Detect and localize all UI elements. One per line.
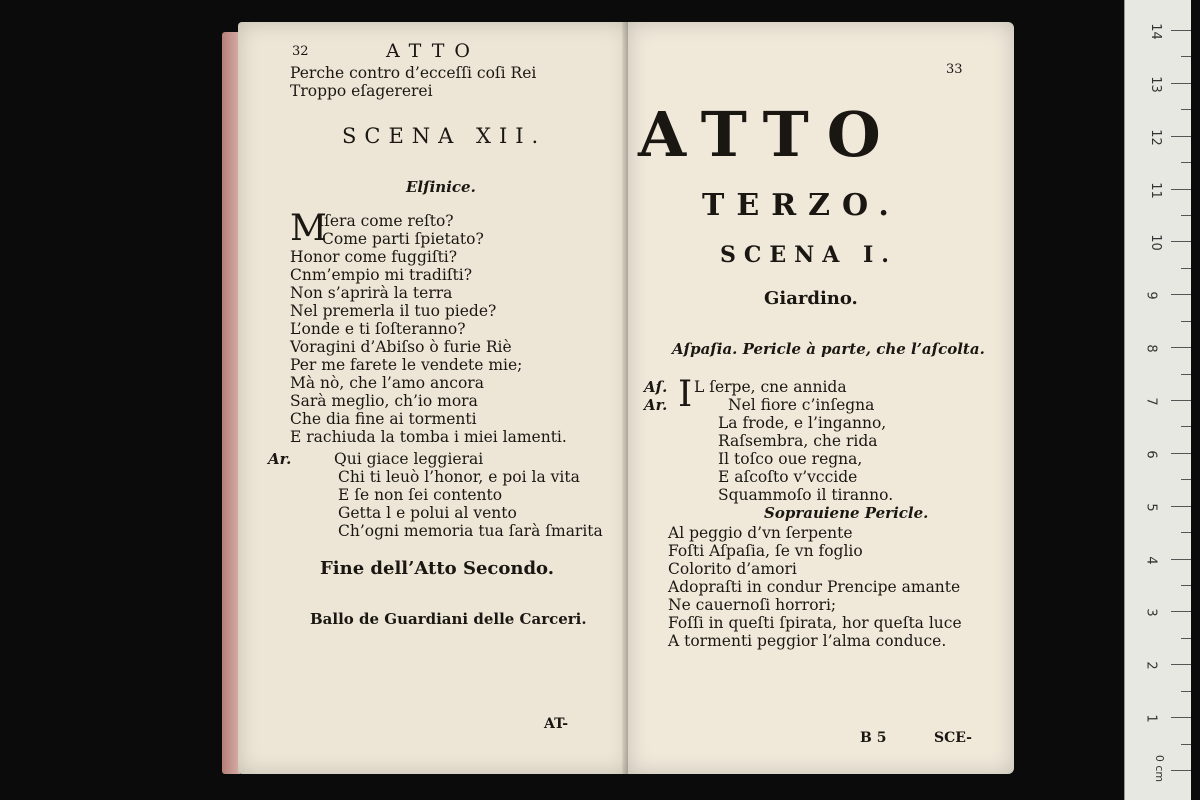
page-number-right: 33 [946,62,963,77]
ruler-tick [1171,83,1191,84]
ruler-number: 2 [1143,661,1159,670]
ruler-tick [1171,770,1191,771]
verse-line: Iſera come reſto? [318,212,454,230]
catchword: SCE- [934,730,972,746]
carryover-line-1: Perche contro d’ecceſſi coſi Rei [290,64,537,82]
ruler-number: 10 [1147,234,1163,252]
verse-line-indented: E ſe non ſei contento [338,486,503,504]
right-page [628,22,1014,774]
act-end-line: Fine dell’Atto Secondo. [320,558,554,579]
verse-line-indented: Getta l e polui al vento [338,504,517,522]
scene-heading: SCENA XII. [342,124,547,148]
verse-line-indented: Ch’ogni memoria tua ſarà ſmarita [338,522,603,540]
ruler-tick [1181,268,1191,269]
speaker-abbrev: Aſ. [644,378,668,396]
verse-line: Squammoſo il tiranno. [718,486,894,504]
ruler-tick [1181,215,1191,216]
speaker-name: Elſinice. [406,178,476,196]
speaker-abbrev: Ar. [644,396,668,414]
verse-line-indented: Chi ti leuò l’honor, e poi la vita [338,468,580,486]
ruler-number: 9 [1143,291,1159,300]
verse-line: L’onde e ti ſoſteranno? [290,320,466,338]
verse-line: La frode, e l’inganno, [718,414,887,432]
ruler-tick [1181,162,1191,163]
ruler-number: 14 [1147,23,1163,40]
entrance-direction: Soprauiene Pericle. [764,504,929,522]
ruler-tick [1171,241,1191,242]
verse-line: Foſti Aſpaſia, ſe vn foglio [668,542,863,560]
ruler-tick [1171,717,1191,718]
verse-line: Al peggio d’vn ſerpente [668,524,853,542]
verse-line: L ſerpe, cne annida [694,378,847,396]
signature-mark: B 5 [860,730,887,746]
verse-line: E rachiuda la tomba i miei lamenti. [290,428,567,446]
ruler-number: 13 [1147,76,1163,93]
left-page [238,22,630,774]
verse-line: Voragini d’Abiſso ò furie Riè [290,338,512,356]
open-book [222,16,1018,778]
verse-line: Foſſi in queſti ſpirata, hor queſta luce [668,614,962,632]
ruler-tick [1181,744,1191,745]
verse-line: Colorito d’amori [668,560,797,578]
ruler-tick [1171,30,1191,31]
ruler-tick [1181,374,1191,375]
scene-heading-right: SCENA I. [720,242,897,268]
ruler-tick [1181,109,1191,110]
verse-line: Ne cauernoſi horrori; [668,596,837,614]
ruler-number: 1 [1143,714,1159,723]
verse-line: Raſsembra, che rida [718,432,878,450]
ruler-tick [1171,400,1191,401]
ruler-tick [1181,691,1191,692]
verse-line: Che dia fine ai tormenti [290,410,477,428]
ruler-tick [1171,611,1191,612]
stage-direction: Aſpaſia. Pericle à parte, che l’aſcolta. [672,340,985,358]
ruler-tick [1171,189,1191,190]
verse-line: Non s’aprirà la terra [290,284,453,302]
ruler-tick [1171,453,1191,454]
ruler-number: 8 [1143,344,1159,353]
verse-line: Come parti ſpietato? [322,230,484,248]
ruler-tick [1171,347,1191,348]
drop-cap: I [678,374,693,415]
act-title: ATTO [638,98,899,171]
drop-cap: M [290,208,327,249]
ruler-tick [1171,664,1191,665]
act-number: TERZO. [702,188,901,223]
speaker-abbrev: Ar. [268,450,292,468]
measuring-ruler [1124,0,1191,800]
ruler-tick [1181,56,1191,57]
page-number-left: 32 [292,44,309,59]
ruler-number: 6 [1143,450,1159,459]
ruler-unit: 0 cm [1153,754,1167,783]
verse-line-indented: Qui giace leggierai [334,450,484,468]
ballo-line: Ballo de Guardiani delle Carceri. [310,610,587,628]
verse-line: E aſcoſto v’vccide [718,468,858,486]
ruler-tick [1181,479,1191,480]
ruler-tick [1181,426,1191,427]
ruler-number: 5 [1143,503,1159,512]
ruler-number: 7 [1143,397,1159,406]
carryover-line-2: Troppo eſagererei [290,82,433,100]
verse-line: Nel fiore c’inſegna [728,396,875,414]
ruler-tick [1181,585,1191,586]
ruler-number: 12 [1147,128,1163,146]
ruler-number: 11 [1147,181,1163,199]
verse-line: Sarà meglio, ch’io mora [290,392,478,410]
verse-line: Adopraſti in condur Prencipe amante [668,578,961,596]
scene-setting: Giardino. [764,288,858,309]
verse-line: Nel premerla il tuo piede? [290,302,497,320]
ruler-tick [1181,532,1191,533]
ruler-tick [1171,506,1191,507]
verse-line: Cnm’empio mi tradiſti? [290,266,473,284]
running-head: ATTO [386,40,480,62]
verse-line: A tormenti peggior l’alma conduce. [668,632,947,650]
verse-line: Il toſco oue regna, [718,450,863,468]
ruler-number: 4 [1143,555,1159,565]
ruler-tick [1171,294,1191,295]
verse-line: Honor come fuggiſti? [290,248,458,266]
ruler-number: 3 [1143,608,1159,618]
verse-line: Mà nò, che l’amo ancora [290,374,484,392]
ruler-tick [1181,321,1191,322]
ruler-tick [1171,559,1191,560]
verse-line: Per me farete le vendete mie; [290,356,523,374]
ruler-tick [1181,638,1191,639]
ruler-tick [1171,136,1191,137]
catchword: AT- [544,716,569,732]
